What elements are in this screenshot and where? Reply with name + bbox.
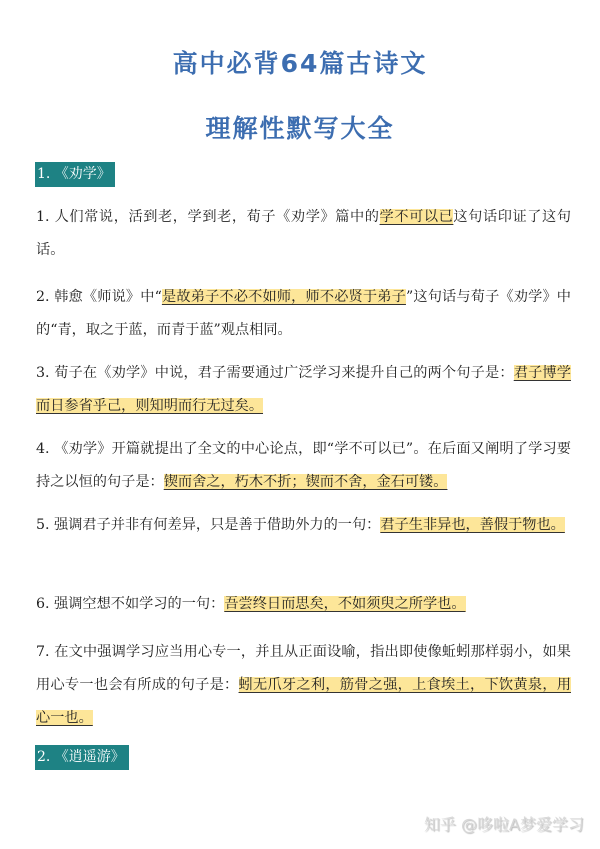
question-text: 7. 在文中强调学习应当用心专一，并且从正面设喻，指出即使像蚯蚓那样弱小，如果用心专一也会有所成的句子是： [36, 644, 571, 693]
answer-highlight: 学不可以已 [379, 209, 454, 225]
question-1 [36, 201, 571, 267]
question-text: 1. 人们常说，活到老，学到老，荀子《劝学》篇中的 [36, 209, 380, 225]
answer-highlight: 君子博学而日参省乎己，则知明而行无过矣。 [36, 365, 571, 414]
answer-highlight: 锲而舍之，朽木不折；锲而不舍，金石可镂。 [163, 474, 448, 490]
question-text: 3. 荀子在《劝学》中说，君子需要通过广泛学习来提升自己的两个句子是： [36, 365, 514, 381]
question-text: 5. 强调君子并非有何差异，只是善于借助外力的一句： [36, 517, 381, 533]
answer-highlight: 蚓无爪牙之利，筋骨之强，上食埃土，下饮黄泉，用心一也。 [36, 677, 571, 726]
document-title: 高中必背64篇古诗文 [172, 49, 428, 78]
question-text: ”这句话与荀子《劝学》中的“青，取之于蓝，而青于蓝”观点相同。 [36, 289, 571, 338]
question-3 [36, 357, 571, 423]
section-heading-quanxue: 1. 《劝学》 [35, 162, 115, 187]
question-6 [36, 588, 571, 621]
question-4 [36, 433, 571, 499]
question-text: 6. 强调空想不如学习的一句： [36, 596, 225, 612]
document-subtitle: 理解性默写大全 [205, 114, 395, 143]
section-heading-xiaoyaoyou: 2. 《逍遥游》 [35, 745, 129, 770]
question-2 [36, 281, 571, 347]
watermark: 知乎 @哆啦A梦爱学习 [423, 815, 584, 834]
question-5 [36, 509, 571, 542]
answer-highlight: 吾尝终日而思矣，不如须臾之所学也。 [224, 596, 466, 612]
question-7 [36, 636, 571, 735]
answer-highlight: 是故弟子不必不如师，师不必贤于弟子 [161, 289, 406, 305]
question-text: 4. 《劝学》开篇就提出了全文的中心论点，即“学不可以已”。在后面又阐明了学习要持之以恒的句子是： [36, 441, 571, 490]
answer-highlight: 君子生非异也，善假于物也。 [380, 517, 565, 533]
question-text: 这句话印证了这句话。 [36, 209, 571, 258]
question-text: 2. 韩愈《师说》中“ [36, 289, 162, 305]
